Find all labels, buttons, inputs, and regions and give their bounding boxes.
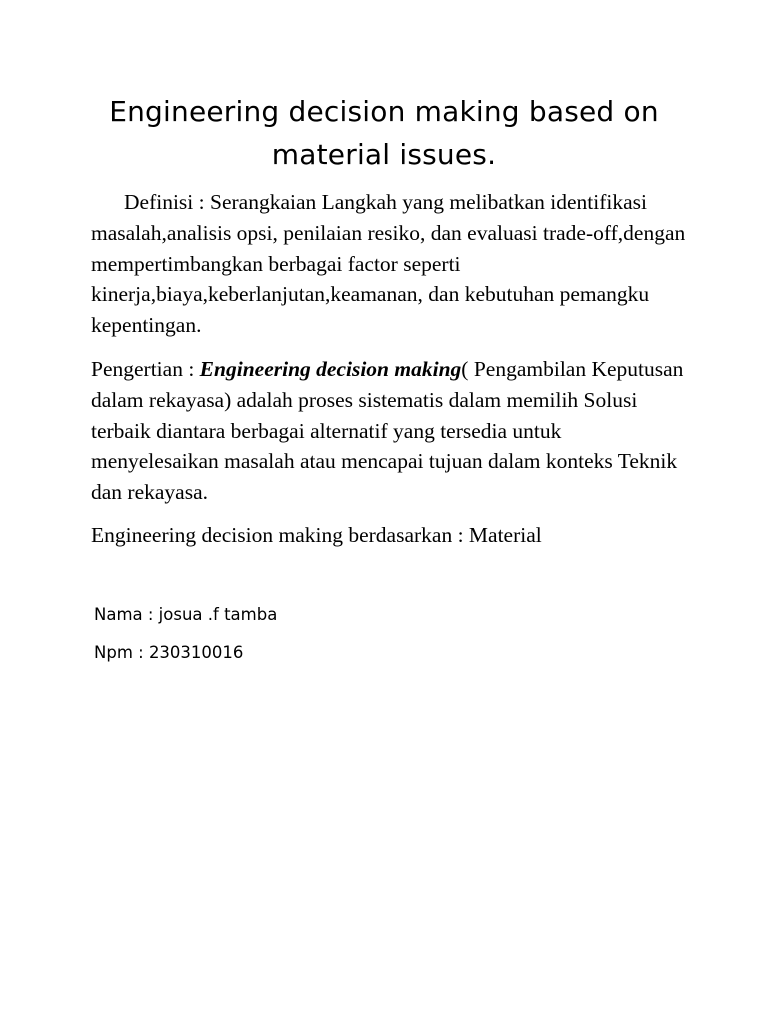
berdasarkan-paragraph: Engineering decision making berdasarkan : Material [91, 523, 542, 547]
student-npm: Npm : 230310016 [94, 643, 244, 662]
pengertian-text: ( Pengambilan Keputusan dalam rekayasa) adalah proses sistematis dalam memilih Solusi terbaik diantara berbagai alternatif yang tersedia untuk menyelesaikan masalah atau mencapai tujuan dalam konteks Teknik dan rekayasa. [91, 357, 684, 505]
pengertian-paragraph [91, 354, 687, 508]
definisi-paragraph: Definisi : Serangkaian Langkah yang melibatkan identifikasi masalah,analisis opsi, penilaian resiko, dan evaluasi trade-off,dengan mempertimbangkan berbagai factor seperti kinerja,biaya,keberlanjutan,keamanan, dan kebutuhan pemangku kepentingan. [91, 190, 686, 338]
document-title: Engineering decision making based on material issues. [109, 95, 659, 171]
pengertian-label: Pengertian : [91, 357, 200, 381]
student-name: Nama : josua .f tamba [94, 605, 278, 624]
pengertian-term: Engineering decision making [199, 357, 462, 381]
